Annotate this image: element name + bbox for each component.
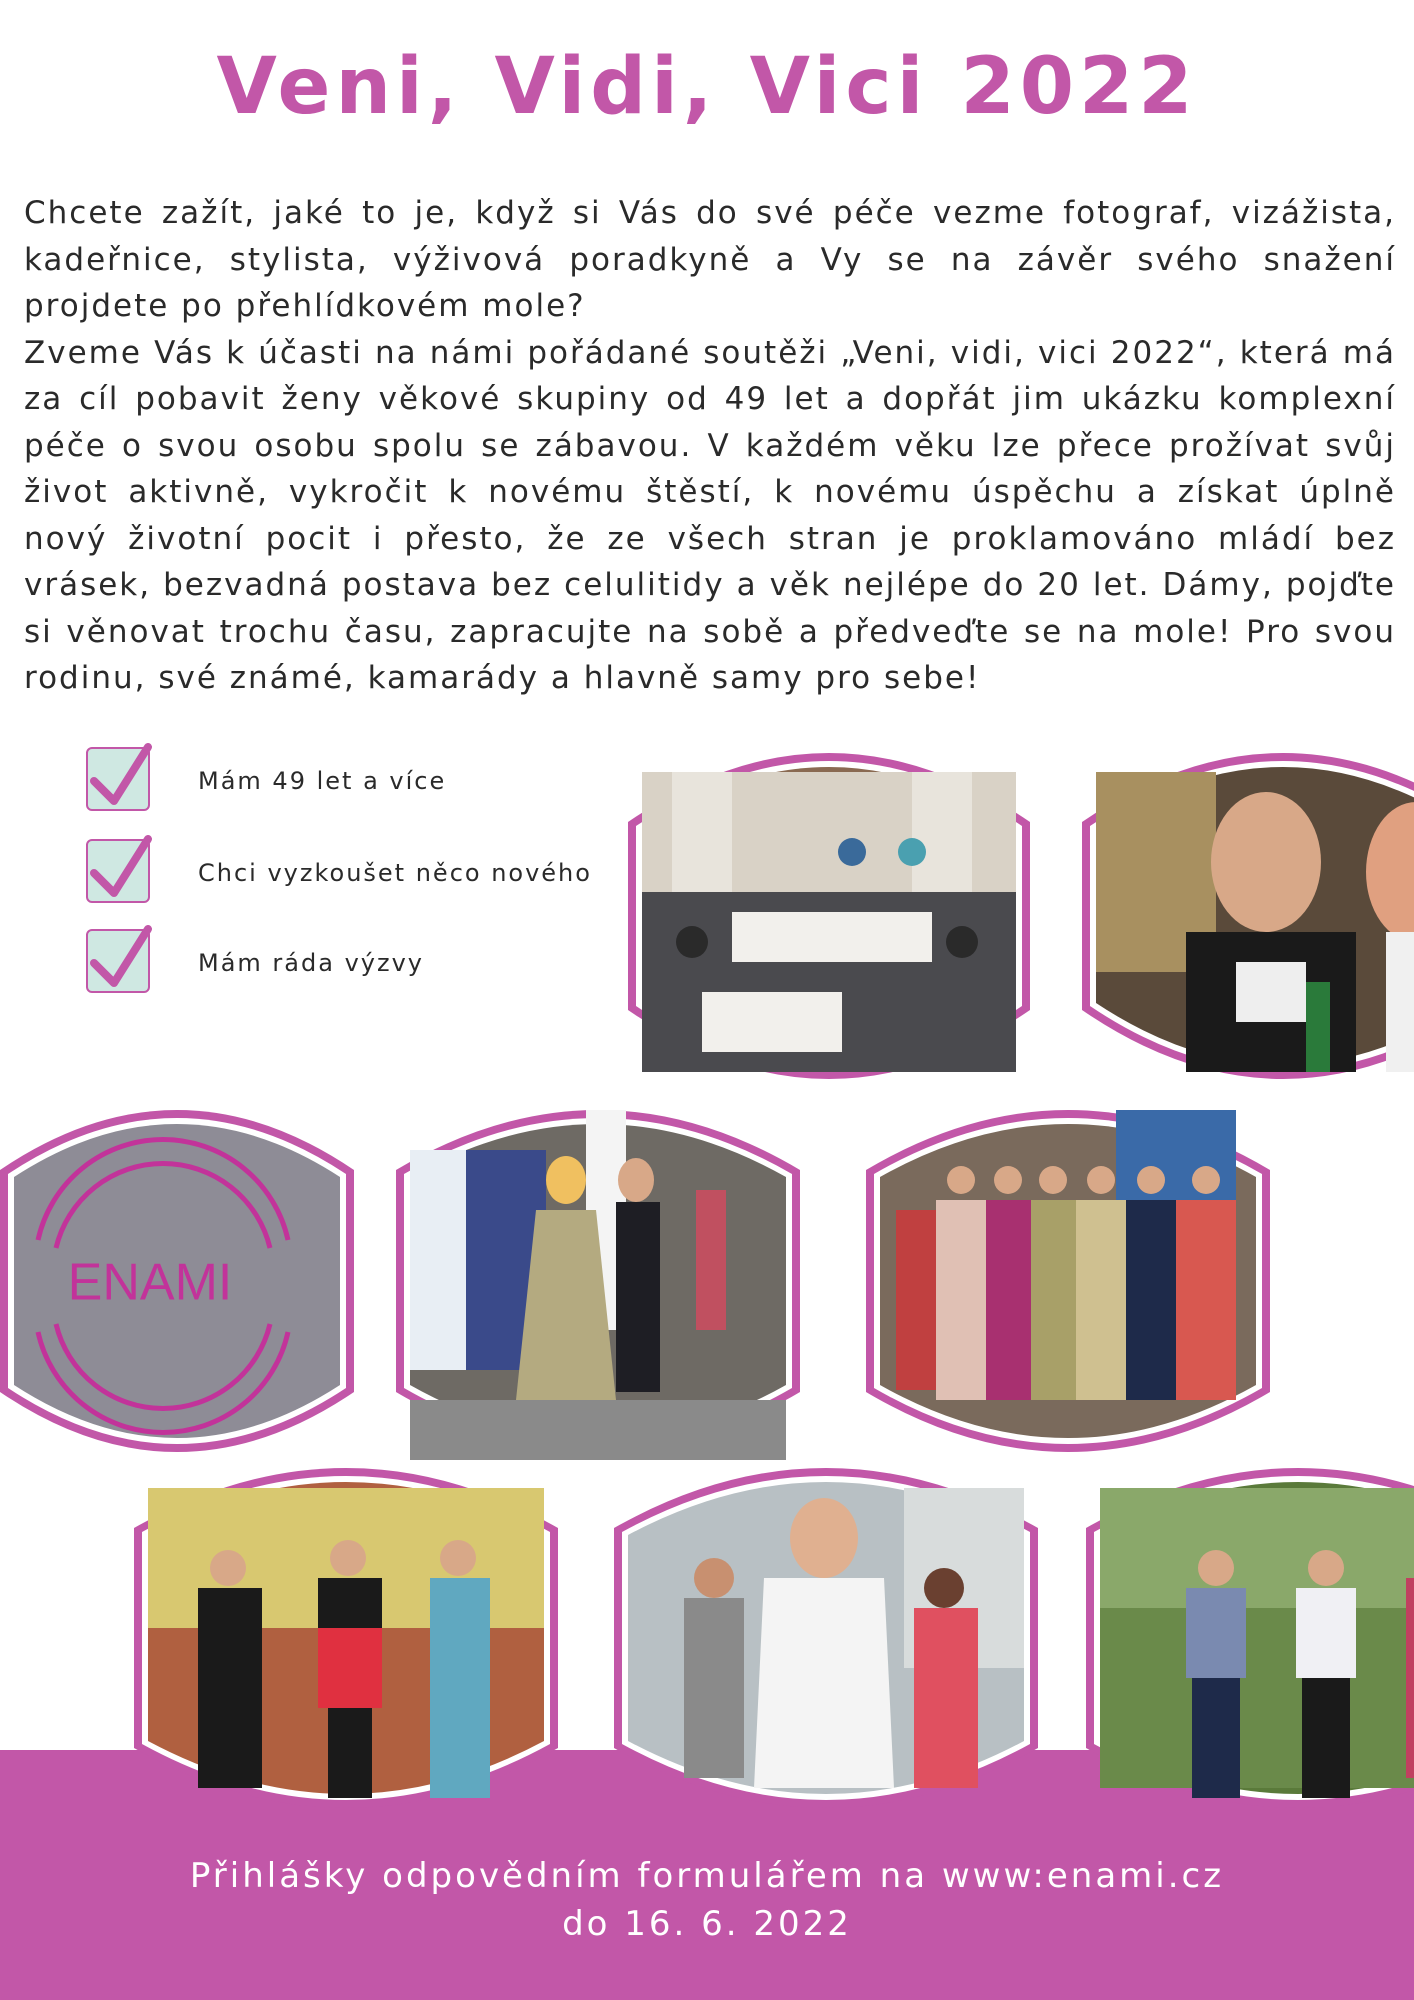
footer-line-1: Přihlášky odpovědním formulářem na www:enami.cz [189, 1856, 1225, 1896]
photo-woman-white-top [604, 1428, 1048, 1848]
checkbox [86, 929, 150, 993]
checkbox [86, 747, 150, 811]
checkmark-icon [86, 917, 156, 997]
checklist-item [86, 747, 646, 813]
intro-paragraph-1: Chcete zažít, jaké to je, když si Vás do své péče vezme fotograf, vizážista, kadeřnice, stylista, výživová poradkyně a Vy se na závěr svého snažení projdete po přehlídkovém mole? [24, 195, 1396, 324]
checklist-item [86, 839, 646, 905]
photo-women-outdoors [1076, 1428, 1414, 1848]
intro-text [24, 190, 1396, 702]
checklist-label: Mám 49 let a více [198, 767, 447, 795]
checkbox [86, 839, 150, 903]
photo-women-closeup [1066, 712, 1414, 1120]
intro-paragraph-2: Zveme Vás k účasti na námi pořádané soutěži „Veni, vidi, vici 2022“, která má za cíl pobavit ženy věkové skupiny od 49 let a dopřát jim ukázku komplexní péče o svou osobu spolu se zábavou. V každém věku lze přece prožívat svůj život aktivně, vykročit k novému štěstí, k novému úspěchu a získat úplně nový životní pocit i přesto, že ze všech stran je proklamováno mládí bez vrásek, bezvadná postava bez celulitidy a věk nejlépe do 20 let. Dámy, pojďte si věnovat trochu času, zapracujte na sobě a předveďte se na mole! Pro svou rodinu, své známé, kamarády a hlavně samy pro sebe! [24, 334, 1396, 696]
page-title: Veni, Vidi, Vici 2022 [216, 42, 1198, 132]
checklist-item [86, 929, 646, 995]
photo-banquet-room [612, 712, 1046, 1120]
checkmark-icon [86, 735, 156, 815]
footer-line-2: do 16. 6. 2022 [562, 1904, 852, 1944]
photo-women-walking [124, 1428, 568, 1848]
footer-text [0, 1852, 1414, 1948]
logo-text: ENAMI [67, 1253, 233, 1312]
checklist-label: Mám ráda výzvy [198, 949, 424, 977]
checklist-label: Chci vyzkoušet něco nového [198, 859, 592, 887]
checkmark-icon [86, 827, 156, 907]
